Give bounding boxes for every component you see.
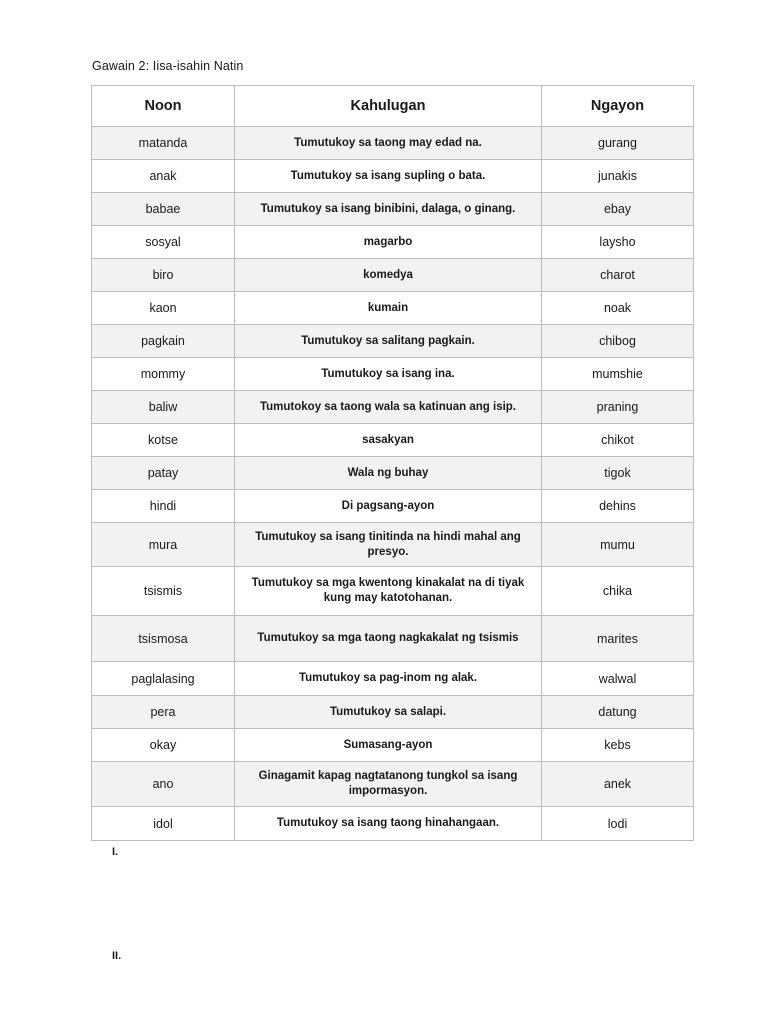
cell-noon: mura xyxy=(92,523,235,567)
cell-ngayon: laysho xyxy=(542,226,694,259)
page-title: Gawain 2: Iisa-isahin Natin xyxy=(92,59,244,73)
table-row xyxy=(92,292,694,325)
cell-noon: baliw xyxy=(92,391,235,424)
cell-ngayon: marites xyxy=(542,616,694,662)
cell-kahulugan: Di pagsang-ayon xyxy=(235,490,542,523)
cell-ngayon: chibog xyxy=(542,325,694,358)
cell-kahulugan: Tumutukoy sa salitang pagkain. xyxy=(235,325,542,358)
cell-noon: biro xyxy=(92,259,235,292)
cell-noon: tsismosa xyxy=(92,616,235,662)
cell-ngayon: walwal xyxy=(542,662,694,696)
table-row xyxy=(92,696,694,729)
cell-noon: idol xyxy=(92,807,235,841)
table-row xyxy=(92,160,694,193)
cell-noon: kaon xyxy=(92,292,235,325)
table-row xyxy=(92,729,694,762)
table-row xyxy=(92,127,694,160)
vocabulary-table xyxy=(91,85,694,841)
cell-kahulugan: Tumutukoy sa pag-inom ng alak. xyxy=(235,662,542,696)
table-row xyxy=(92,616,694,662)
cell-ngayon: anek xyxy=(542,762,694,807)
table-row xyxy=(92,523,694,567)
cell-kahulugan: Tumutukoy sa isang tinitinda na hindi mahal ang presyo. xyxy=(235,523,542,567)
column-header-noon: Noon xyxy=(92,86,235,127)
cell-noon: paglalasing xyxy=(92,662,235,696)
cell-ngayon: ebay xyxy=(542,193,694,226)
section-marker-ii: II. xyxy=(112,950,122,962)
table-row xyxy=(92,457,694,490)
table-row xyxy=(92,490,694,523)
cell-kahulugan: Ginagamit kapag nagtatanong tungkol sa isang impormasyon. xyxy=(235,762,542,807)
table-row xyxy=(92,391,694,424)
cell-ngayon: charot xyxy=(542,259,694,292)
table-row xyxy=(92,358,694,391)
cell-ngayon: mumshie xyxy=(542,358,694,391)
cell-ngayon: kebs xyxy=(542,729,694,762)
cell-noon: babae xyxy=(92,193,235,226)
cell-kahulugan: Tumutukoy sa isang binibini, dalaga, o ginang. xyxy=(235,193,542,226)
cell-kahulugan: Tumutukoy sa isang taong hinahangaan. xyxy=(235,807,542,841)
cell-noon: sosyal xyxy=(92,226,235,259)
cell-noon: pagkain xyxy=(92,325,235,358)
cell-ngayon: junakis xyxy=(542,160,694,193)
column-header-kahulugan: Kahulugan xyxy=(235,86,542,127)
table-row xyxy=(92,567,694,616)
table-row xyxy=(92,807,694,841)
cell-ngayon: mumu xyxy=(542,523,694,567)
cell-kahulugan: Tumutukoy sa taong may edad na. xyxy=(235,127,542,160)
table-row xyxy=(92,424,694,457)
table-row xyxy=(92,325,694,358)
cell-noon: kotse xyxy=(92,424,235,457)
cell-noon: hindi xyxy=(92,490,235,523)
cell-noon: okay xyxy=(92,729,235,762)
table-row xyxy=(92,193,694,226)
cell-noon: mommy xyxy=(92,358,235,391)
section-marker-i: I. xyxy=(112,846,119,858)
table-header-row xyxy=(92,86,694,127)
cell-noon: anak xyxy=(92,160,235,193)
cell-ngayon: gurang xyxy=(542,127,694,160)
cell-kahulugan: Tumutukoy sa salapi. xyxy=(235,696,542,729)
cell-ngayon: dehins xyxy=(542,490,694,523)
cell-kahulugan: magarbo xyxy=(235,226,542,259)
cell-ngayon: praning xyxy=(542,391,694,424)
cell-noon: tsismis xyxy=(92,567,235,616)
cell-kahulugan: Sumasang-ayon xyxy=(235,729,542,762)
cell-ngayon: chika xyxy=(542,567,694,616)
cell-kahulugan: Tumutokoy sa taong wala sa katinuan ang isip. xyxy=(235,391,542,424)
cell-kahulugan: Tumutukoy sa isang ina. xyxy=(235,358,542,391)
cell-noon: matanda xyxy=(92,127,235,160)
column-header-ngayon: Ngayon xyxy=(542,86,694,127)
table-row xyxy=(92,662,694,696)
table-row xyxy=(92,226,694,259)
table-row xyxy=(92,762,694,807)
cell-noon: ano xyxy=(92,762,235,807)
cell-noon: patay xyxy=(92,457,235,490)
cell-kahulugan: sasakyan xyxy=(235,424,542,457)
cell-ngayon: datung xyxy=(542,696,694,729)
cell-kahulugan: Tumutukoy sa mga taong nagkakalat ng tsismis xyxy=(235,616,542,662)
table-row xyxy=(92,259,694,292)
cell-ngayon: chikot xyxy=(542,424,694,457)
cell-kahulugan: komedya xyxy=(235,259,542,292)
cell-noon: pera xyxy=(92,696,235,729)
cell-kahulugan: Wala ng buhay xyxy=(235,457,542,490)
cell-kahulugan: kumain xyxy=(235,292,542,325)
cell-ngayon: tigok xyxy=(542,457,694,490)
cell-ngayon: lodi xyxy=(542,807,694,841)
cell-kahulugan: Tumutukoy sa mga kwentong kinakalat na di tiyak kung may katotohanan. xyxy=(235,567,542,616)
cell-kahulugan: Tumutukoy sa isang supling o bata. xyxy=(235,160,542,193)
cell-ngayon: noak xyxy=(542,292,694,325)
